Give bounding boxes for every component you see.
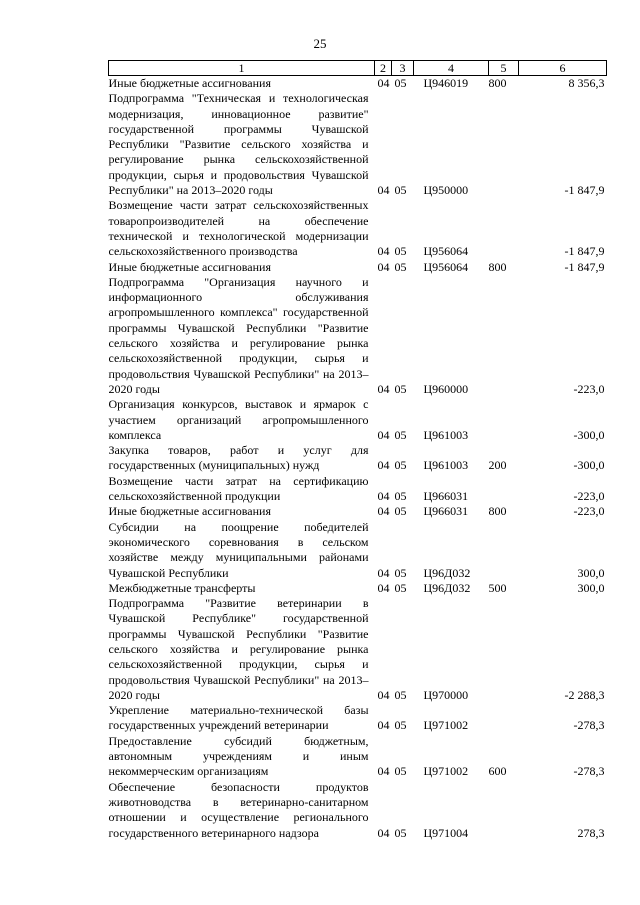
- row-section: 04: [377, 764, 390, 779]
- column-header-1: 1: [109, 61, 375, 76]
- row-target-code: Ц96Д032: [423, 565, 471, 580]
- row-expense-type: 800: [488, 259, 507, 274]
- row-target-code: Ц956064: [423, 259, 469, 274]
- row-subsection: 05: [394, 381, 407, 396]
- row-target-code: Ц971004: [423, 825, 469, 840]
- row-name: Иные бюджетные ассигнования: [108, 259, 271, 274]
- row-name: Закупка товаров, работ и услуг для государственных (муниципальных) нужд: [108, 443, 369, 473]
- row-section: 04: [377, 427, 390, 442]
- table-row: [109, 520, 607, 581]
- row-subsection: 05: [394, 76, 407, 90]
- row-expense-type: [489, 91, 519, 198]
- row-section: 04: [377, 825, 390, 840]
- row-amount: -300,0: [573, 427, 605, 442]
- table-row: [109, 474, 607, 505]
- column-header-row: [109, 61, 607, 76]
- row-section: 04: [377, 244, 390, 259]
- table-row: [109, 504, 607, 519]
- table-row: [109, 260, 607, 275]
- row-name: Возмещение части затрат на сертификацию сельскохозяйственной продукции: [108, 473, 369, 504]
- row-section: 04: [377, 687, 390, 702]
- row-name: Межбюджетные трансферты: [108, 580, 256, 595]
- row-amount: -300,0: [573, 458, 605, 473]
- table-row: [109, 198, 607, 259]
- row-expense-type: [489, 703, 519, 734]
- table-row: [109, 703, 607, 734]
- row-subsection: 05: [394, 458, 407, 473]
- row-subsection: 05: [394, 580, 407, 595]
- row-target-code: Ц950000: [423, 183, 469, 198]
- row-amount: -223,0: [573, 489, 605, 504]
- row-name: Субсидии на поощрение победителей экономического соревнования в сельском хозяйстве между муниципальными районами Чувашской Республики: [108, 519, 369, 580]
- row-expense-type: [489, 780, 519, 841]
- row-section: 04: [377, 718, 390, 733]
- table-row: [109, 275, 607, 397]
- table-row: [109, 76, 607, 92]
- row-expense-type: 600: [488, 764, 507, 779]
- row-name: Организация конкурсов, выставок и ярмарок с участием организаций агропромышленного комплекса: [108, 397, 369, 442]
- row-amount: 278,3: [577, 825, 605, 840]
- row-amount: 8 356,3: [568, 76, 605, 90]
- row-amount: 300,0: [577, 565, 605, 580]
- row-target-code: Ц961003: [423, 427, 469, 442]
- row-target-code: Ц960000: [423, 381, 469, 396]
- row-name: Подпрограмма "Организация научного и информационного обслуживания агропромышленного комплекса" государственной программы Чувашской Республики "Развитие сельского хозяйства и регулирование рынка сельскохозяйственной продукции, сырья и продовольствия Чувашской Республики" на 2013–2020 годы: [108, 274, 369, 396]
- row-expense-type: [489, 520, 519, 581]
- row-target-code: Ц956064: [423, 244, 469, 259]
- table-row: [109, 443, 607, 474]
- row-amount: -278,3: [573, 718, 605, 733]
- row-subsection: 05: [394, 687, 407, 702]
- row-name: Предоставление субсидий бюджетным, автономным учреждениям и иным некоммерческим организациям: [108, 733, 369, 779]
- row-section: 04: [377, 76, 390, 90]
- row-expense-type: 500: [488, 580, 507, 595]
- row-subsection: 05: [394, 825, 407, 840]
- row-name: Подпрограмма "Техническая и технологическая модернизация, инновационное развитие" государственной программы Чувашской Республики "Развитие сельского хозяйства и регулирование рынка сельскохозяйственной продукции, сырья и продовольствия Чувашской Республики" на 2013–2020 годы: [108, 91, 369, 198]
- row-name: Иные бюджетные ассигнования: [108, 504, 271, 519]
- row-subsection: 05: [394, 504, 407, 519]
- row-target-code: Ц971002: [423, 718, 469, 733]
- table-row: [109, 596, 607, 703]
- row-amount: 300,0: [577, 580, 605, 595]
- budget-table: [108, 60, 607, 841]
- row-target-code: Ц966031: [423, 489, 469, 504]
- row-expense-type: [489, 198, 519, 259]
- row-name: Обеспечение безопасности продуктов животноводства в ветеринарно-санитарном отношении и осуществление регионального государственного ветеринарного надзора: [108, 779, 369, 840]
- row-amount: -1 847,9: [564, 183, 605, 198]
- row-subsection: 05: [394, 183, 407, 198]
- row-section: 04: [377, 458, 390, 473]
- row-subsection: 05: [394, 259, 407, 274]
- row-section: 04: [377, 183, 390, 198]
- table-row: [109, 780, 607, 841]
- row-amount: -223,0: [573, 504, 605, 519]
- column-header-3: 3: [392, 61, 414, 76]
- row-section: 04: [377, 580, 390, 595]
- row-target-code: Ц971002: [423, 764, 469, 779]
- row-expense-type: [489, 275, 519, 397]
- row-target-code: Ц96Д032: [423, 580, 471, 595]
- row-name: Подпрограмма "Развитие ветеринарии в Чувашской Республике" государственной программы Чувашской Республики "Развитие сельского хозяйства и регулирование рынка сельскохозяйственной продукции, сырья и продовольствия Чувашской Республики" на 2013–2020 годы: [108, 596, 369, 702]
- column-header-5: 5: [489, 61, 519, 76]
- row-expense-type: [489, 397, 519, 443]
- table-row: [109, 581, 607, 596]
- row-subsection: 05: [394, 427, 407, 442]
- row-target-code: Ц966031: [423, 504, 469, 519]
- row-section: 04: [377, 259, 390, 274]
- table-row: [109, 397, 607, 443]
- row-section: 04: [377, 381, 390, 396]
- row-subsection: 05: [394, 489, 407, 504]
- column-header-2: 2: [375, 61, 392, 76]
- row-name: Укрепление материально-технической базы государственных учреждений ветеринарии: [108, 703, 369, 733]
- table-row: [109, 734, 607, 780]
- row-target-code: Ц961003: [423, 458, 469, 473]
- row-target-code: Ц970000: [423, 687, 469, 702]
- row-section: 04: [377, 504, 390, 519]
- row-expense-type: [489, 596, 519, 703]
- row-section: 04: [377, 565, 390, 580]
- column-header-4: 4: [414, 61, 489, 76]
- column-header-6: 6: [519, 61, 607, 76]
- row-amount: -1 847,9: [564, 259, 605, 274]
- row-expense-type: 800: [488, 76, 507, 90]
- row-amount: -223,0: [573, 381, 605, 396]
- row-expense-type: 200: [488, 458, 507, 473]
- row-expense-type: [489, 474, 519, 505]
- row-amount: -2 288,3: [564, 687, 605, 702]
- table-row: [109, 91, 607, 198]
- row-name: Возмещение части затрат сельскохозяйственных товаропроизводителей на обеспечение технической и технологической модернизации сельскохозяйственного производства: [108, 198, 369, 259]
- row-section: 04: [377, 489, 390, 504]
- row-subsection: 05: [394, 244, 407, 259]
- row-subsection: 05: [394, 764, 407, 779]
- row-target-code: Ц946019: [423, 76, 469, 90]
- row-subsection: 05: [394, 565, 407, 580]
- row-name: Иные бюджетные ассигнования: [108, 76, 271, 90]
- row-amount: -1 847,9: [564, 244, 605, 259]
- page-number: 25: [313, 36, 327, 51]
- row-expense-type: 800: [488, 504, 507, 519]
- row-subsection: 05: [394, 718, 407, 733]
- row-amount: -278,3: [573, 764, 605, 779]
